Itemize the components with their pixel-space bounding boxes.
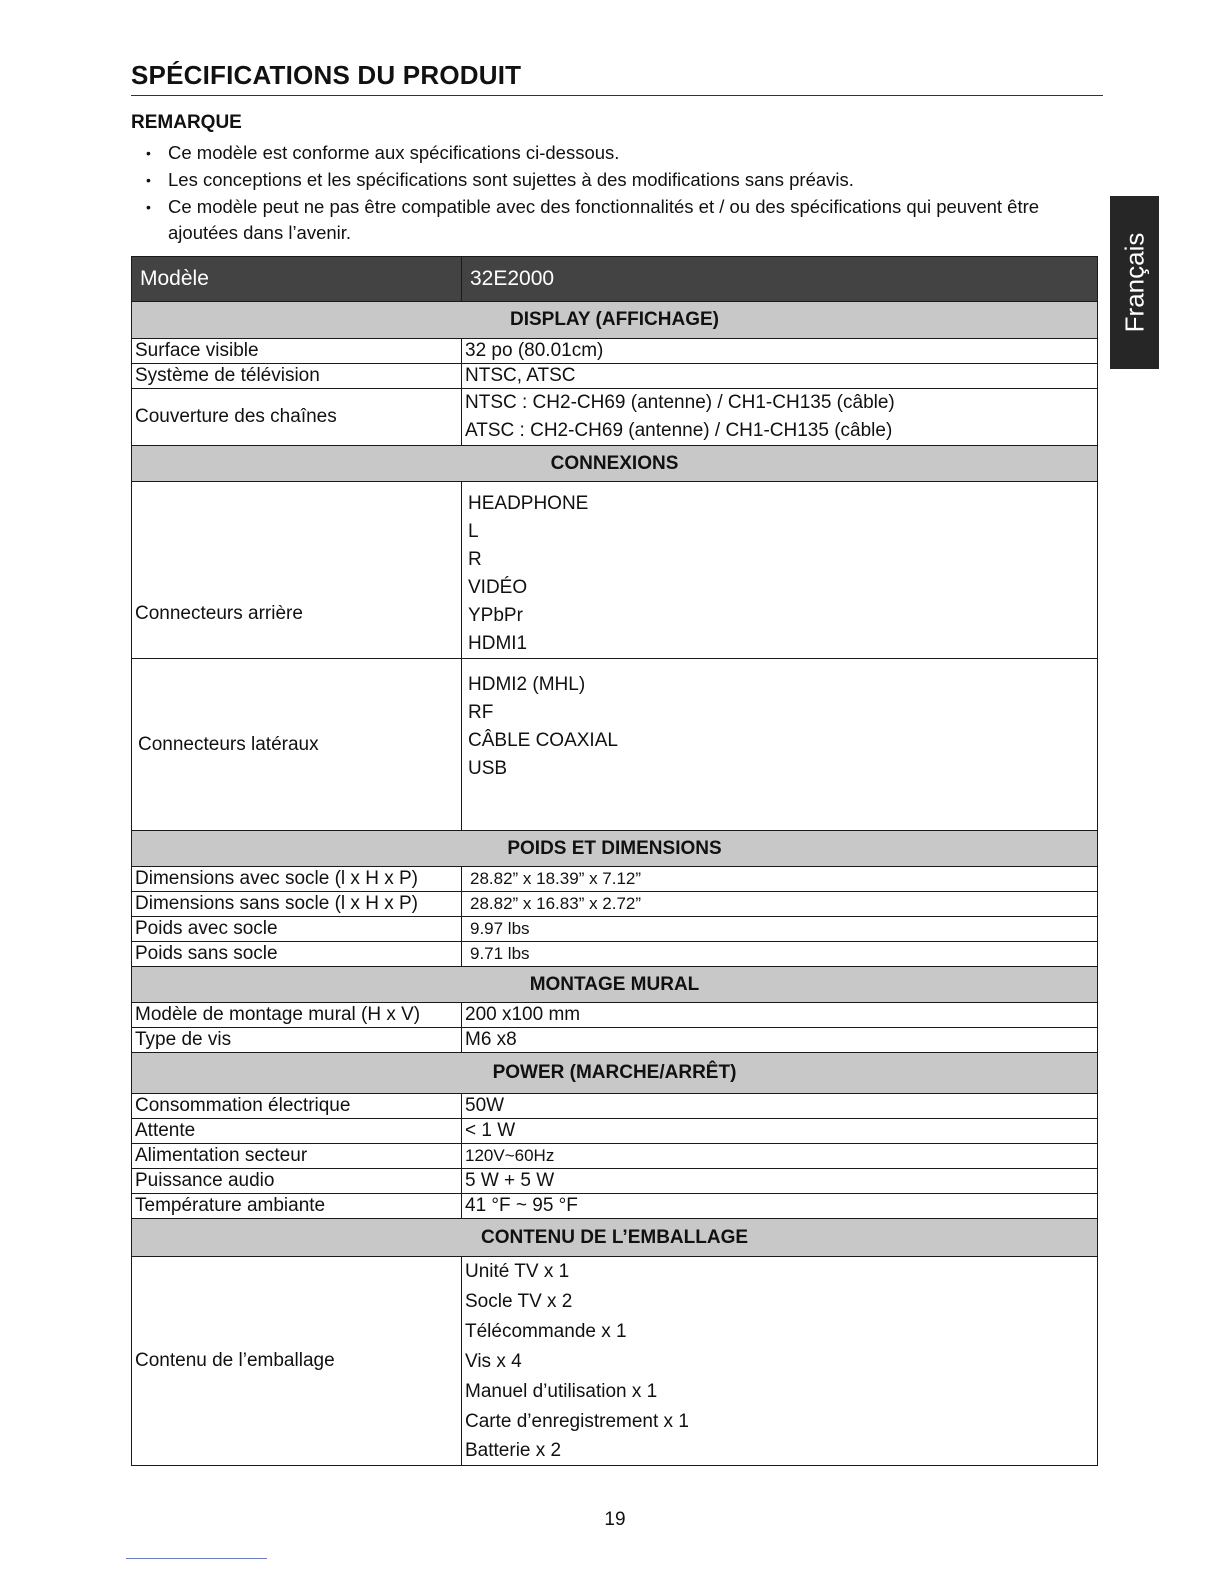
model-label: Modèle bbox=[132, 257, 462, 302]
table-row bbox=[132, 389, 1098, 446]
connector-item: RF bbox=[468, 702, 494, 723]
page-title: SPÉCIFICATIONS DU PRODUIT bbox=[131, 60, 522, 90]
section-title: DISPLAY (AFFICHAGE) bbox=[132, 302, 1098, 339]
row-value: M6 x8 bbox=[462, 1028, 1098, 1053]
row-value: < 1 W bbox=[462, 1119, 1098, 1144]
row-label: Poids avec socle bbox=[132, 917, 462, 942]
coverage-line: NTSC : CH2-CH69 (antenne) / CH1-CH135 (câble) bbox=[465, 392, 895, 413]
row-label: Attente bbox=[132, 1119, 462, 1144]
row-label: Connecteurs latéraux bbox=[132, 659, 462, 831]
row-label: Température ambiante bbox=[132, 1194, 462, 1219]
table-row bbox=[132, 482, 1098, 659]
package-item: Unité TV x 1 bbox=[465, 1261, 570, 1282]
title-divider bbox=[131, 95, 1103, 96]
coverage-line: ATSC : CH2-CH69 (antenne) / CH1-CH135 (câble) bbox=[465, 420, 893, 441]
row-value: NTSC, ATSC bbox=[462, 364, 1098, 389]
remark-item: • Ce modèle peut ne pas être compatible avec des fonctionnalités et / ou des spécifications qui peuvent être ajoutées dans l’avenir. bbox=[168, 194, 1103, 246]
table-row bbox=[132, 867, 1098, 892]
table-row bbox=[132, 942, 1098, 967]
section-connexions bbox=[132, 446, 1098, 482]
row-value: 120V~60Hz bbox=[462, 1144, 1098, 1169]
table-row bbox=[132, 1169, 1098, 1194]
section-weight bbox=[132, 831, 1098, 867]
package-item: Manuel d’utilisation x 1 bbox=[465, 1381, 658, 1402]
table-row bbox=[132, 1144, 1098, 1169]
section-title: CONNEXIONS bbox=[132, 446, 1098, 482]
section-title: POIDS ET DIMENSIONS bbox=[132, 831, 1098, 867]
row-label: Dimensions sans socle (l x H x P) bbox=[132, 892, 462, 917]
row-value: 41 °F ~ 95 °F bbox=[462, 1194, 1098, 1219]
row-label: Contenu de l’emballage bbox=[132, 1257, 462, 1466]
table-row bbox=[132, 1028, 1098, 1053]
remark-item: • Ce modèle est conforme aux spécifications ci-dessous. bbox=[168, 140, 1103, 166]
row-label: Surface visible bbox=[132, 339, 462, 364]
table-row bbox=[132, 892, 1098, 917]
connector-item: HEADPHONE bbox=[468, 493, 589, 514]
row-value bbox=[462, 659, 1098, 831]
connector-item: YPbPr bbox=[468, 605, 523, 626]
table-row bbox=[132, 1094, 1098, 1119]
package-item: Télécommande x 1 bbox=[465, 1321, 627, 1342]
table-row bbox=[132, 1119, 1098, 1144]
section-power bbox=[132, 1053, 1098, 1094]
page-number: 19 bbox=[604, 1509, 626, 1530]
package-item: Carte d’enregistrement x 1 bbox=[465, 1411, 689, 1432]
connector-item: CÂBLE COAXIAL bbox=[468, 730, 618, 751]
row-label: Type de vis bbox=[132, 1028, 462, 1053]
table-row bbox=[132, 1194, 1098, 1219]
row-value: 28.82” x 16.83” x 2.72” bbox=[462, 892, 1098, 917]
row-label: Poids sans socle bbox=[132, 942, 462, 967]
package-item: Vis x 4 bbox=[465, 1351, 522, 1372]
table-header-row bbox=[132, 257, 1098, 302]
row-label: Dimensions avec socle (l x H x P) bbox=[132, 867, 462, 892]
package-item: Batterie x 2 bbox=[465, 1440, 562, 1461]
language-tab-label: Français bbox=[1119, 232, 1150, 333]
row-value bbox=[462, 1257, 1098, 1466]
package-item: Socle TV x 2 bbox=[465, 1291, 573, 1312]
table-row bbox=[132, 659, 1098, 831]
language-tab bbox=[1110, 196, 1159, 369]
row-value bbox=[462, 389, 1098, 446]
row-label: Consommation électrique bbox=[132, 1094, 462, 1119]
table-row bbox=[132, 1257, 1098, 1466]
row-label: Connecteurs arrière bbox=[132, 482, 462, 659]
row-label: Système de télévision bbox=[132, 364, 462, 389]
connector-item: L bbox=[468, 521, 479, 542]
row-value bbox=[462, 482, 1098, 659]
row-label: Couverture des chaînes bbox=[132, 389, 462, 446]
table-row bbox=[132, 339, 1098, 364]
connector-item: HDMI1 bbox=[468, 633, 528, 654]
spec-table bbox=[131, 256, 1098, 1466]
row-value: 28.82” x 18.39” x 7.12” bbox=[462, 867, 1098, 892]
model-value: 32E2000 bbox=[462, 257, 1098, 302]
row-value: 5 W + 5 W bbox=[462, 1169, 1098, 1194]
row-value: 200 x100 mm bbox=[462, 1003, 1098, 1028]
connector-item: HDMI2 (MHL) bbox=[468, 674, 586, 695]
row-value: 50W bbox=[462, 1094, 1098, 1119]
section-title: CONTENU DE L’EMBALLAGE bbox=[132, 1219, 1098, 1257]
remark-list bbox=[168, 140, 1103, 247]
row-value: 9.97 lbs bbox=[462, 917, 1098, 942]
table-row bbox=[132, 364, 1098, 389]
row-value: 32 po (80.01cm) bbox=[462, 339, 1098, 364]
footer-rule bbox=[126, 1558, 267, 1559]
remark-heading: REMARQUE bbox=[131, 112, 242, 133]
connector-item: R bbox=[468, 549, 482, 570]
connector-item: USB bbox=[468, 758, 508, 779]
table-row bbox=[132, 1003, 1098, 1028]
row-label: Alimentation secteur bbox=[132, 1144, 462, 1169]
section-wall-mount bbox=[132, 967, 1098, 1003]
row-label: Puissance audio bbox=[132, 1169, 462, 1194]
row-label: Modèle de montage mural (H x V) bbox=[132, 1003, 462, 1028]
row-value: 9.71 lbs bbox=[462, 942, 1098, 967]
remark-item: • Les conceptions et les spécifications sont sujettes à des modifications sans préavis. bbox=[168, 167, 1103, 193]
connector-item: VIDÉO bbox=[468, 577, 528, 598]
section-title: MONTAGE MURAL bbox=[132, 967, 1098, 1003]
section-display bbox=[132, 302, 1098, 339]
table-row bbox=[132, 917, 1098, 942]
section-title: POWER (MARCHE/ARRÊT) bbox=[132, 1053, 1098, 1094]
section-package bbox=[132, 1219, 1098, 1257]
